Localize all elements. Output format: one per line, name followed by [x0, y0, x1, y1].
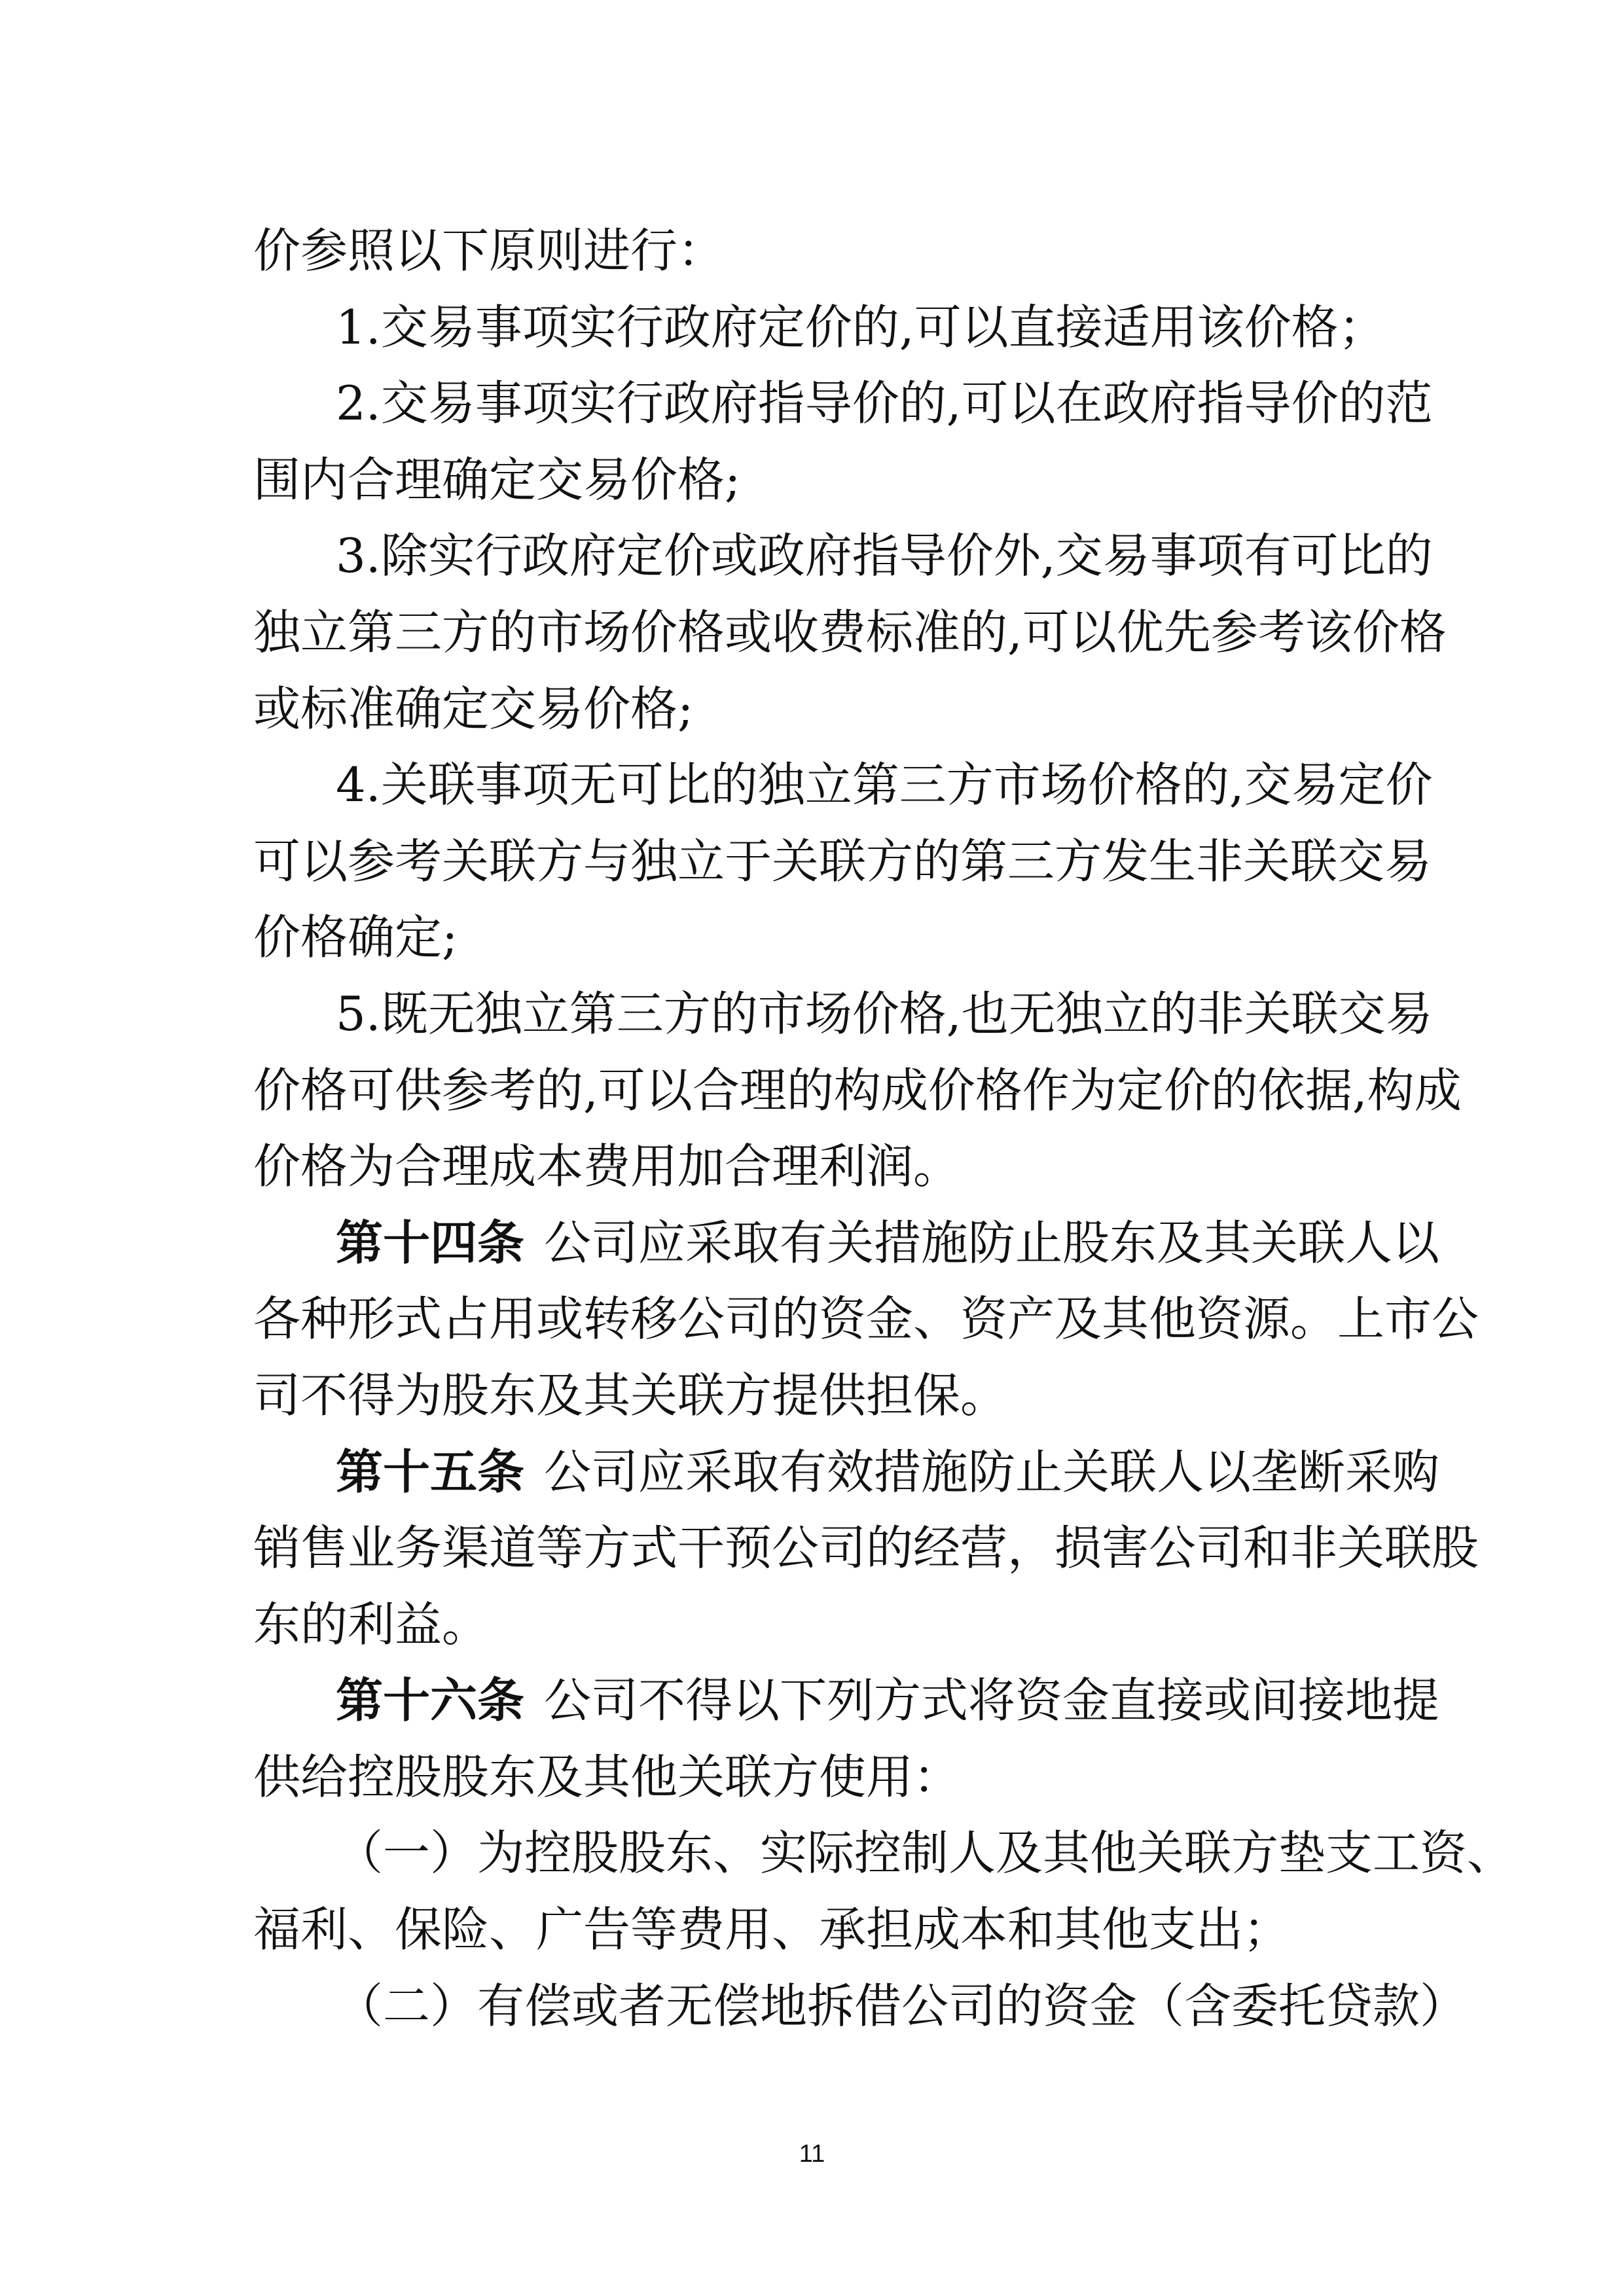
- line-text: 福利、保险、广告等费用、承担成本和其他支出；: [253, 1902, 1291, 1958]
- line-text: 5.既无独立第三方的市场价格,也无独立的非关联交易: [336, 986, 1433, 1041]
- text-line: [253, 594, 1447, 671]
- line-text: 公司应采取有效措施防止关联人以垄断采购: [544, 1444, 1440, 1499]
- text-line: [253, 442, 1384, 518]
- text-line: [253, 1281, 1479, 1357]
- text-line: [253, 289, 1384, 366]
- text-line: [253, 1815, 1515, 1892]
- text-line: [253, 1510, 1479, 1587]
- line-text: 4.关联事项无可比的独立第三方市场价格的,交易定价: [336, 757, 1433, 813]
- text-line: [253, 1357, 1384, 1434]
- text-line: [253, 1739, 1384, 1816]
- text-line: [253, 823, 1432, 900]
- line-text: 围内合理确定交易价格;: [253, 452, 741, 507]
- text-line: [253, 1052, 1462, 1129]
- text-line: [253, 1587, 1384, 1663]
- text-line: [253, 213, 1384, 289]
- line-text: 公司不得以下列方式将资金直接或间接地提: [544, 1673, 1440, 1729]
- line-text: （一）为控股股东、实际控制人及其他关联方垫支工资、: [336, 1825, 1515, 1881]
- line-text: 独立第三方的市场价格或收费标准的,可以优先参考该价格: [253, 604, 1447, 660]
- line-text: 公司应采取有关措施防止股东及其关联人以: [544, 1215, 1440, 1270]
- line-text: 价格可供参考的,可以合理的构成价格作为定价的依据,构成: [253, 1062, 1462, 1118]
- article-heading: 第十六条: [336, 1673, 525, 1729]
- text-line: [253, 899, 1384, 976]
- line-text: 1.交易事项实行政府定价的,可以直接适用该价格；: [336, 299, 1386, 355]
- text-line: [253, 976, 1433, 1052]
- article-heading: 第十五条: [336, 1444, 525, 1499]
- article-heading: 第十四条: [336, 1215, 525, 1270]
- text-line: [253, 1128, 1384, 1205]
- line-text: 3.除实行政府定价或政府指导价外,交易事项有可比的: [336, 528, 1433, 584]
- line-text: 价格为合理成本费用加合理利润。: [253, 1139, 961, 1194]
- line-text: 可以参考关联方与独立于关联方的第三方发生非关联交易: [253, 833, 1432, 889]
- line-text: （二）有偿或者无偿地拆借公司的资金（含委托贷款）: [336, 1978, 1468, 2034]
- text-line: [253, 1205, 1440, 1282]
- line-text: 各种形式占用或转移公司的资金、资产及其他资源。上市公: [253, 1291, 1479, 1347]
- page-number: 11: [799, 2140, 825, 2168]
- text-line: [253, 747, 1433, 823]
- text-line: [253, 671, 1384, 747]
- text-line: [253, 1662, 1440, 1739]
- line-text: 价参照以下原则进行：: [253, 223, 725, 278]
- text-line: [253, 365, 1433, 442]
- line-text: 供给控股股东及其他关联方使用：: [253, 1749, 961, 1804]
- line-text: 价格确定;: [253, 910, 458, 965]
- text-line: [253, 1968, 1468, 2045]
- text-line: [253, 1434, 1440, 1511]
- line-text: 或标准确定交易价格;: [253, 681, 694, 736]
- line-text: 销售业务渠道等方式干预公司的经营，损害公司和非关联股: [253, 1520, 1479, 1576]
- line-text: 2.交易事项实行政府指导价的,可以在政府指导价的范: [336, 376, 1433, 431]
- text-line: [253, 1892, 1384, 1968]
- line-text: 司不得为股东及其关联方提供担保。: [253, 1367, 1008, 1423]
- line-text: 东的利益。: [253, 1596, 490, 1652]
- document-body: [253, 213, 1515, 2044]
- text-line: [253, 518, 1433, 594]
